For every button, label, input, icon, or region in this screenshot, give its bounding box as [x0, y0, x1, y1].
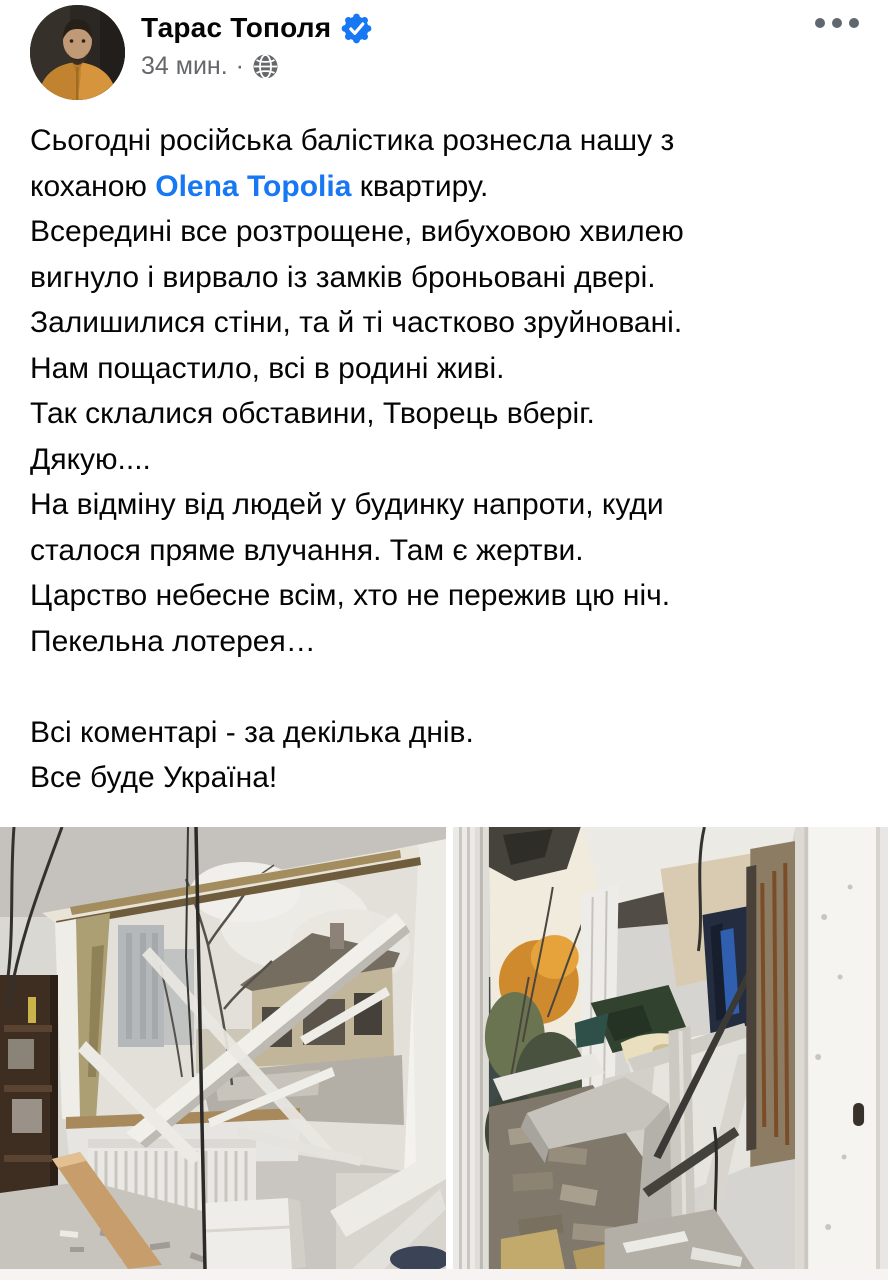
header-text [141, 3, 808, 81]
post-photo-1[interactable] [0, 827, 446, 1269]
post-text-line [30, 209, 858, 255]
post-text-line [30, 164, 858, 210]
post-meta [141, 52, 808, 81]
post-text-segment: сталося пряме влучання. Там є жертви. [30, 533, 584, 567]
post-text-segment: Всі коментарі - за декілька днів. [30, 715, 474, 749]
post-text-segment: Все буде Україна! [30, 761, 278, 794]
meta-separator: · [235, 52, 244, 80]
post-text-line [30, 255, 858, 301]
more-options-button[interactable] [808, 3, 868, 43]
post-text-segment: квартиру. [351, 169, 489, 203]
post-text-segment: Пекельна лотерея… [30, 624, 316, 658]
destroyed-room-photo [0, 827, 446, 1269]
timestamp[interactable]: 34 мин. [141, 52, 228, 80]
name-row [141, 12, 808, 44]
post-text-line [30, 619, 858, 665]
post-text-line [30, 528, 858, 574]
post-text-segment: Сьогодні російська балістика рознесла нашу з [30, 124, 675, 157]
post-text-segment: Царство небесне всім, хто не пережив цю ніч. [30, 579, 671, 612]
post-text-segment: коханою [30, 169, 156, 203]
ellipsis-icon [814, 17, 862, 29]
avatar-photo [30, 5, 125, 100]
globe-icon [252, 53, 279, 80]
post-text-segment: вигнуло і вирвало із замків броньовані двері. [30, 260, 656, 294]
post-text-line [30, 664, 858, 710]
post-text-segment: Так склалися обставини, Творець вберіг. [30, 397, 595, 430]
post-text [0, 118, 888, 801]
post-text-line [30, 755, 858, 801]
author-name[interactable]: Тарас Тополя [141, 12, 332, 43]
post-text-segment: Всередині все розтрощене, вибуховою хвилею [30, 215, 684, 248]
post-text-segment: На відміну від людей у будинку напроти, куди [30, 488, 664, 521]
post-photo-2[interactable] [453, 827, 888, 1269]
post-text-line [30, 710, 858, 756]
post-text-line [30, 437, 858, 483]
post-text-line [30, 391, 858, 437]
post-text-segment: Залишилися стіни, та й ті частково зруйновані. [30, 306, 683, 339]
post-header [0, 0, 888, 101]
destroyed-balcony-photo [453, 827, 888, 1269]
post-text-line [30, 346, 858, 392]
post-text-segment: Нам пощастило, всі в родині живі. [30, 351, 505, 385]
bottom-strip [0, 1269, 888, 1280]
post-text-line [30, 118, 858, 164]
post-text-line [30, 300, 858, 346]
post-text-line [30, 573, 858, 619]
post-text-segment: Дякую.... [30, 442, 151, 476]
photo-grid [0, 827, 888, 1269]
post-text-line [30, 482, 858, 528]
tagged-profile-link[interactable]: Olena Topolia [155, 169, 352, 203]
verified-badge-icon [341, 13, 372, 44]
avatar[interactable] [30, 5, 125, 100]
